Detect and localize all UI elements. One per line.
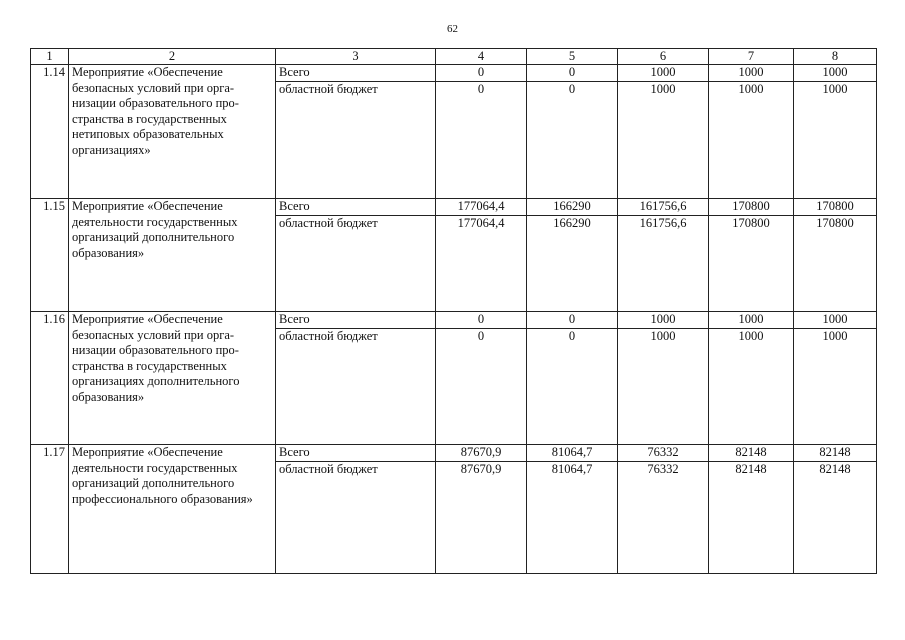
header-row xyxy=(31,49,877,65)
value-cell: 170800 xyxy=(794,216,877,312)
value-cell: 1000 xyxy=(618,312,709,329)
value-cell: 1000 xyxy=(618,329,709,445)
value-cell: 177064,4 xyxy=(436,199,527,216)
value-cell: 87670,9 xyxy=(436,445,527,462)
value-cell: 1000 xyxy=(794,82,877,199)
column-header: 8 xyxy=(794,49,877,65)
table-row xyxy=(31,445,877,462)
value-cell: 0 xyxy=(436,312,527,329)
value-cell: 1000 xyxy=(709,329,794,445)
table-row xyxy=(31,199,877,216)
value-cell: 1000 xyxy=(794,312,877,329)
funding-source: Всего xyxy=(276,65,436,82)
value-cell: 76332 xyxy=(618,462,709,574)
table-row xyxy=(31,312,877,329)
column-header: 1 xyxy=(31,49,69,65)
value-cell: 170800 xyxy=(709,199,794,216)
value-cell: 81064,7 xyxy=(527,445,618,462)
value-cell: 166290 xyxy=(527,199,618,216)
value-cell: 82148 xyxy=(709,462,794,574)
value-cell: 82148 xyxy=(794,462,877,574)
column-header: 3 xyxy=(276,49,436,65)
value-cell: 166290 xyxy=(527,216,618,312)
value-cell: 1000 xyxy=(709,312,794,329)
value-cell: 161756,6 xyxy=(618,216,709,312)
column-header: 2 xyxy=(69,49,276,65)
value-cell: 82148 xyxy=(794,445,877,462)
entry-description: Мероприятие «Обеспечение безопасных условий при орга-низации образовательного про-странства в государственных нетиповых образовательных организациях» xyxy=(69,65,276,199)
value-cell: 0 xyxy=(527,65,618,82)
funding-source: Всего xyxy=(276,312,436,329)
value-cell: 76332 xyxy=(618,445,709,462)
value-cell: 170800 xyxy=(709,216,794,312)
funding-source: областной бюджет xyxy=(276,216,436,312)
column-header: 6 xyxy=(618,49,709,65)
value-cell: 0 xyxy=(436,329,527,445)
value-cell: 1000 xyxy=(794,65,877,82)
value-cell: 0 xyxy=(436,65,527,82)
value-cell: 1000 xyxy=(794,329,877,445)
funding-source: областной бюджет xyxy=(276,82,436,199)
entry-number: 1.17 xyxy=(31,445,69,574)
value-cell: 161756,6 xyxy=(618,199,709,216)
value-cell: 81064,7 xyxy=(527,462,618,574)
table-row xyxy=(31,65,877,82)
funding-source: Всего xyxy=(276,199,436,216)
value-cell: 0 xyxy=(436,82,527,199)
value-cell: 1000 xyxy=(618,65,709,82)
column-header: 4 xyxy=(436,49,527,65)
value-cell: 0 xyxy=(527,312,618,329)
funding-source: областной бюджет xyxy=(276,329,436,445)
column-header: 5 xyxy=(527,49,618,65)
value-cell: 82148 xyxy=(709,445,794,462)
funding-source: областной бюджет xyxy=(276,462,436,574)
budget-table xyxy=(30,48,877,574)
entry-description: Мероприятие «Обеспечение деятельности государственных организаций дополнительного профессионального образования» xyxy=(69,445,276,574)
value-cell: 87670,9 xyxy=(436,462,527,574)
value-cell: 1000 xyxy=(709,65,794,82)
value-cell: 170800 xyxy=(794,199,877,216)
column-header: 7 xyxy=(709,49,794,65)
value-cell: 1000 xyxy=(618,82,709,199)
entry-number: 1.14 xyxy=(31,65,69,199)
entry-description: Мероприятие «Обеспечение безопасных условий при орга-низации образовательного про-странства в государственных организациях дополнительного образования» xyxy=(69,312,276,445)
page-number: 62 xyxy=(447,23,458,35)
entry-description: Мероприятие «Обеспечение деятельности государственных организаций дополнительного образования» xyxy=(69,199,276,312)
value-cell: 1000 xyxy=(709,82,794,199)
value-cell: 0 xyxy=(527,82,618,199)
value-cell: 0 xyxy=(527,329,618,445)
entry-number: 1.16 xyxy=(31,312,69,445)
funding-source: Всего xyxy=(276,445,436,462)
value-cell: 177064,4 xyxy=(436,216,527,312)
entry-number: 1.15 xyxy=(31,199,69,312)
